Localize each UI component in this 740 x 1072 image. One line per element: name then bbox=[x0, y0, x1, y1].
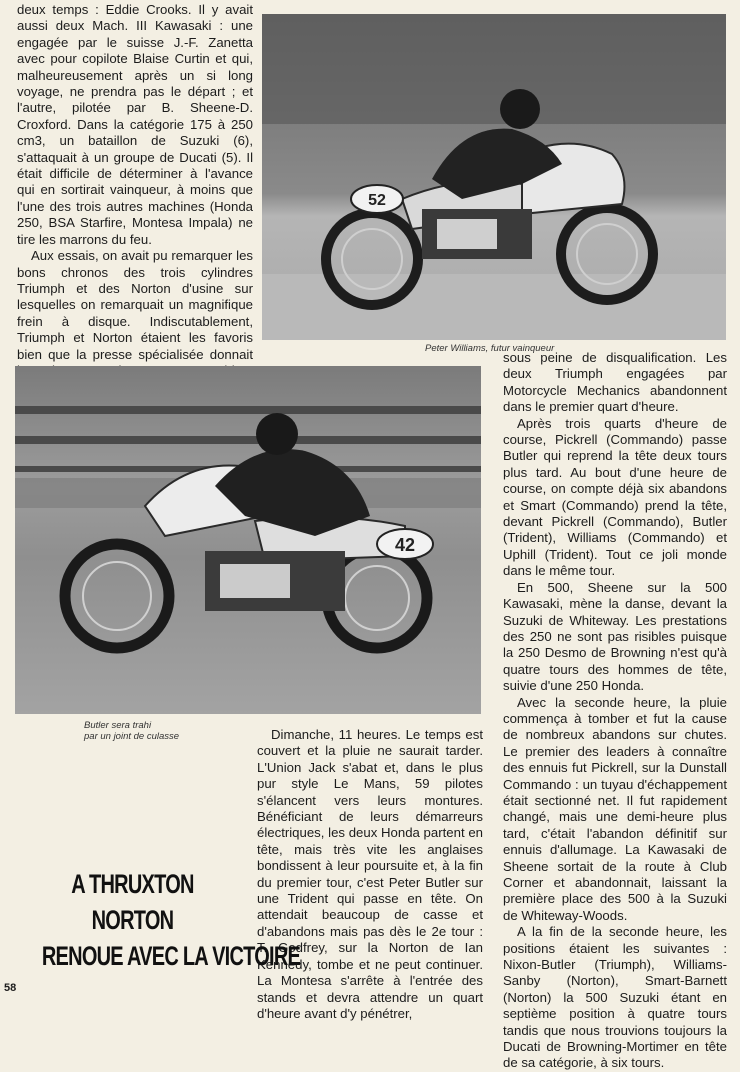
paragraph: En 500, Sheene sur la 500 Kawasaki, mène la danse, devant la Suzuki de Whiteway. Les prestations des 250 ne sont pas risibles puisque la 250 Desmo de Browning n'est qu'à quatre tours des hommes de tête, suivie d'une 250 Honda. bbox=[503, 579, 727, 694]
photo-butler bbox=[15, 366, 481, 714]
paragraph: A la fin de la seconde heure, les positions étaient les suivantes : Nixon-Butler (Triumph), Williams-Sanby (Norton), Smart-Barnett (Norton) la 500 Suzuki étant en septième position à quatre tours tandis que nous trouvions toujours la Ducati de Browning-Mortimer en tête de sa catégorie, à six tours. bbox=[503, 924, 727, 1071]
article-column-1 bbox=[17, 2, 253, 396]
headline-line: A THRUXTON bbox=[71, 869, 194, 899]
caption-line: par un joint de culasse bbox=[84, 731, 180, 742]
article-column-middle bbox=[257, 727, 483, 1022]
paragraph: Avec la seconde heure, la pluie commença à tomber et fut la cause de nombreux abandons sur chutes. Le premier des leaders à connaître des ennuis fut Pickrell, sur la Dunstall Commando : un tuyau d'échappement était sectionné net. Il fut rapidement changé, mais une demi-heure plus tard, c'était l'abandon définitif sur ennuis d'allumage. La Kawasaki de Sheene sortait de la route à Club Corner et abandonnait, laissant la première place des 500 à la Suzuki de Whiteway-Woods. bbox=[503, 694, 727, 923]
race-number-42: 42 bbox=[394, 535, 416, 555]
paragraph: Dimanche, 11 heures. Le temps est couvert et la pluie ne saurait tarder. L'Union Jack s'abat et, dans le plus pur style Le Mans, 59 pilotes s'élancent vers leurs montures. Bénéficiant de leurs démarreurs électriques, les deux Honda partent en tête, mais très vite les anglaises bondissent à leur poursuite et, à la fin du premier tour, c'est Peter Butler sur une Trident qui passe en tête. On attendait beaucoup de casse et d'abandons mais pas dès le 2e tour : T. Godfrey, sur la Norton de Ian Kennedy, tombe et ne peut continuer. La Montesa s'arrête à l'entrée des stands et devra attendre un quart d'heure avant d'y pénétrer, bbox=[257, 727, 483, 1021]
photo-peter-williams bbox=[262, 14, 726, 340]
article-headline bbox=[41, 866, 301, 974]
paragraph: sous peine de disqualification. Les deux Triumph engagées par Motorcycle Mechanics abandonnent dans le premier quart d'heure. bbox=[503, 350, 727, 415]
headline-line: RENOUE AVEC LA VICTOIRE bbox=[41, 941, 301, 971]
caption-line: Butler sera trahi bbox=[84, 720, 152, 731]
photo-top-caption: Peter Williams, futur vainqueur bbox=[425, 343, 555, 354]
paragraph: Après trois quarts d'heure de course, Pickrell (Commando) passe Butler qui reprend la tête deux tours plus tard. Au bout d'une heure de course, on compte déjà six abandons et Smart (Commando) prend la tête, devant Pickrell (Commando), Butler (Trident), Williams (Commando) et Uphill (Trident). Tout ce joli monde dans le même tour. bbox=[503, 415, 727, 579]
page-number: 58 bbox=[4, 982, 17, 994]
headline-line: NORTON bbox=[91, 905, 174, 935]
article-column-right bbox=[503, 350, 727, 1072]
paragraph: Aux essais, on avait pu remarquer les bons chronos des trois cylindres Triumph et des Norton d'usine sur lesquelles on remarquait un magnifique frein à disque. Indiscutablement, Triumph et Norton étaient les favoris bien que la presse spécialisée donnait bbox=[17, 248, 253, 362]
photo-bottom-caption bbox=[84, 720, 244, 742]
race-number-52: 52 bbox=[368, 192, 386, 209]
paragraph: deux temps : Eddie Crooks. Il y avait aussi deux Mach. III Kawasaki : une engagée par le suisse J.-F. Zanetta avec pour copilote Blaise Curtin et qui, malheureusement après un si long voyage, ne prendra pas le départ ; et l'autre, pilotée par B. Sheene-D. Croxford. Dans la catégorie 175 à 250 cm3, un bataillon de Suzuki (6), s'attaquait à un groupe de Ducati (5). Il était difficile de déterminer à l'avance qui en sortirait vainqueur, à moins que l'une des trois autres machines (Honda 250, BSA Starfire, Montesa Impala) ne tire les marrons du feu. bbox=[17, 2, 253, 247]
